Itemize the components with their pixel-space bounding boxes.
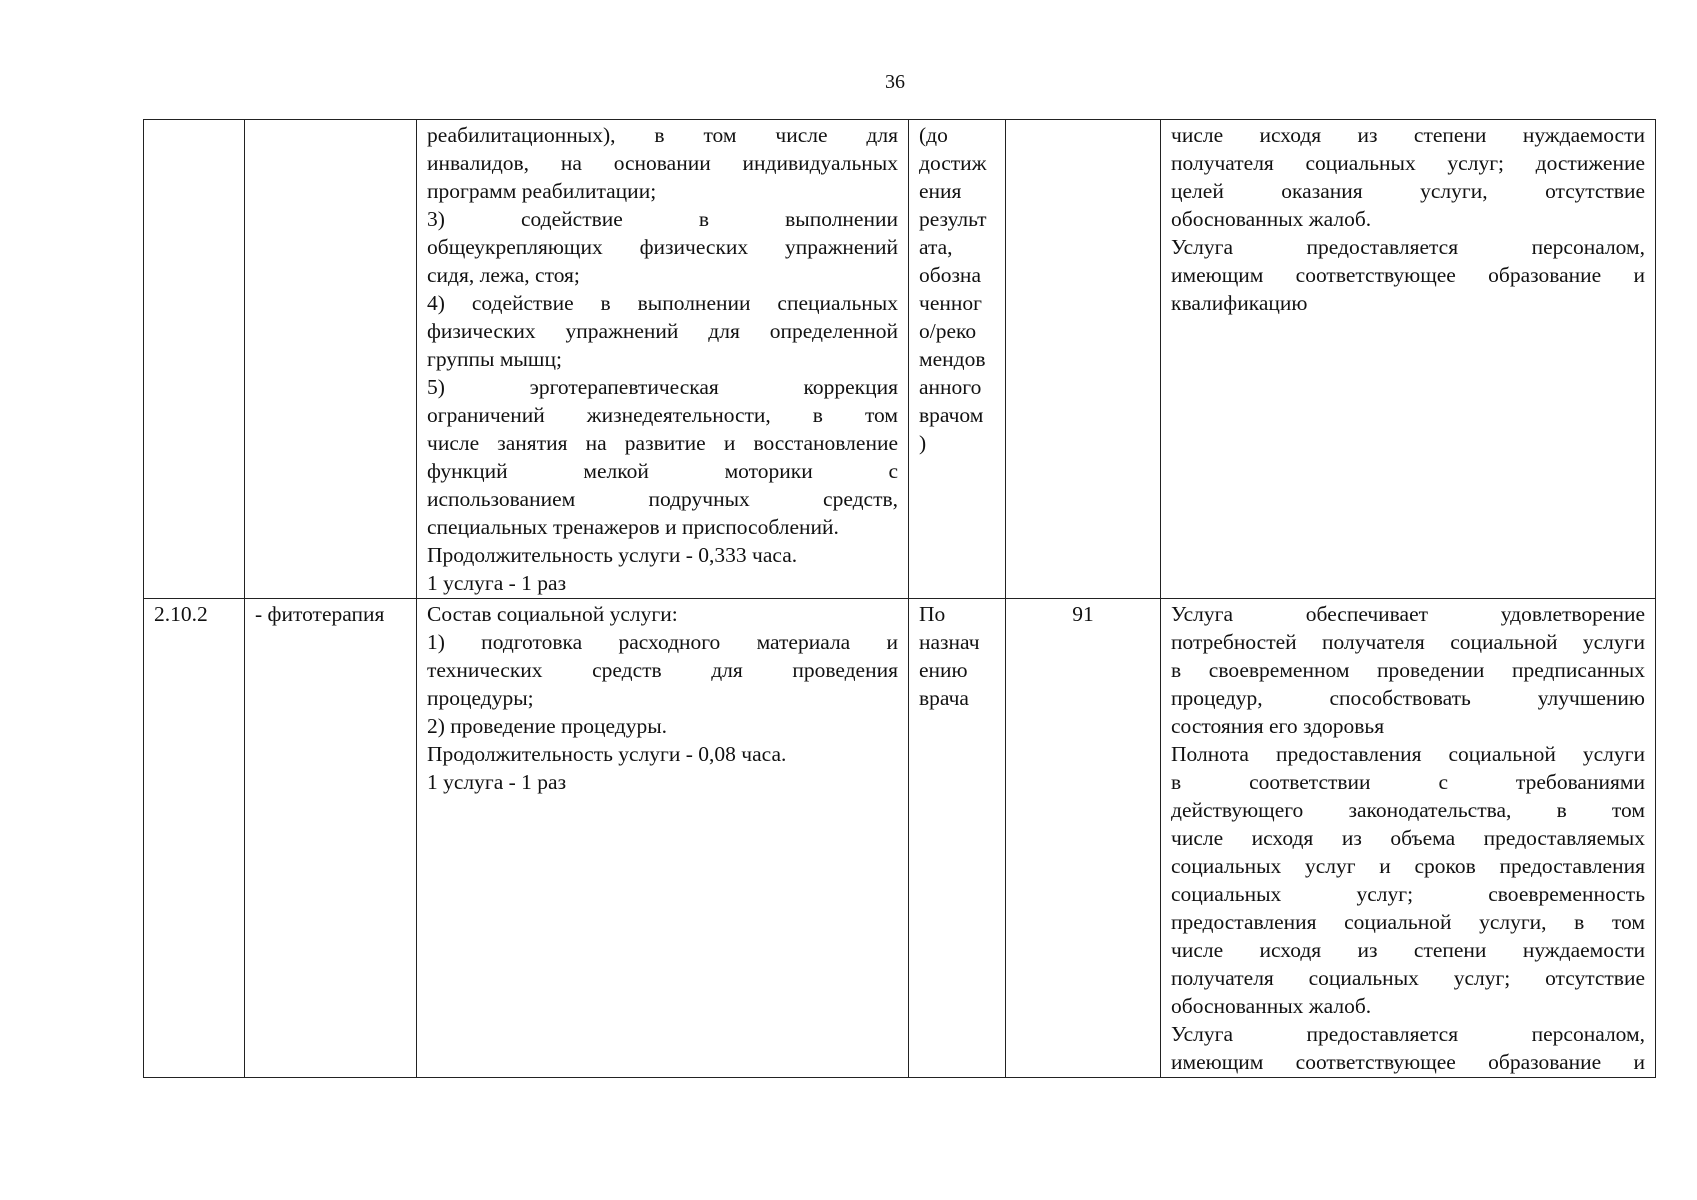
service-quality-cell (1161, 599, 1656, 1078)
description-text-line: 5) эрготерапевтическая коррекция (427, 375, 898, 399)
description-text-line: группы мышц; (427, 347, 562, 371)
quality-text-line: обоснованных жалоб. (1171, 207, 1372, 231)
quality-text-line: целей оказания услуги, отсутствие (1171, 179, 1645, 203)
quality-text-line: Услуга обеспечивает удовлетворение (1171, 602, 1645, 626)
description-text-line: ограничений жизнедеятельности, в том (427, 403, 898, 427)
period-text-line: врачом (919, 403, 984, 427)
description-text-line: инвалидов, на основании индивидуальных (427, 151, 898, 175)
service-period-cell (909, 599, 1006, 1078)
description-text-line: процедуры; (427, 686, 534, 710)
quality-text-line: Услуга предоставляется персоналом, (1171, 235, 1645, 259)
service-name-cell (245, 120, 417, 599)
description-text-line: Продолжительность услуги - 0,333 часа. (427, 543, 798, 567)
period-text-line: врача (919, 686, 969, 710)
table-row (144, 599, 1656, 1078)
service-quality-cell (1161, 120, 1656, 599)
quality-text-line: имеющим соответствующее образование и (1171, 263, 1645, 287)
period-text-line: ению (919, 658, 968, 682)
description-text-line: функций мелкой моторики с (427, 459, 898, 483)
description-text-line: физических упражнений для определенной (427, 319, 898, 343)
quality-text-line: предоставления социальной услуги, в том (1171, 910, 1645, 934)
description-text-line: общеукрепляющих физических упражнений (427, 235, 898, 259)
quality-text-line: в соответствии с требованиями (1171, 770, 1645, 794)
services-table (143, 119, 1656, 1078)
quality-text-line: обоснованных жалоб. (1171, 994, 1372, 1018)
quality-text-line: потребностей получателя социальной услуги (1171, 630, 1645, 654)
quality-text-line: Услуга предоставляется персоналом, (1171, 1022, 1645, 1046)
service-period-cell (909, 120, 1006, 599)
period-text-line: ата, (919, 235, 953, 259)
service-description-cell (417, 120, 909, 599)
quality-text-line: числе исходя из объема предоставляемых (1171, 826, 1645, 850)
service-price-cell (1006, 120, 1161, 599)
description-text-line: Состав социальной услуги: (427, 602, 678, 626)
quality-text-line: числе исходя из степени нуждаемости (1171, 123, 1645, 147)
quality-text-line: получателя социальных услуг; отсутствие (1171, 966, 1645, 990)
description-text-line: 3) содействие в выполнении (427, 207, 898, 231)
service-number-cell: 2.10.2 (144, 599, 245, 1078)
service-name-cell: - фитотерапия (245, 599, 417, 1078)
quality-text-line: процедур, способствовать улучшению (1171, 686, 1645, 710)
description-text-line: специальных тренажеров и приспособлений. (427, 515, 839, 539)
description-text-line: 4) содействие в выполнении специальных (427, 291, 898, 315)
description-text-line: 1 услуга - 1 раз (427, 571, 567, 595)
period-text-line: мендов (919, 347, 986, 371)
description-text-line: числе занятия на развитие и восстановление (427, 431, 898, 455)
description-text-line: 1) подготовка расходного материала и (427, 630, 898, 654)
quality-text-line: имеющим соответствующее образование и (1171, 1050, 1645, 1074)
quality-text-line: получателя социальных услуг; достижение (1171, 151, 1645, 175)
period-text-line: ченног (919, 291, 982, 315)
service-description-cell (417, 599, 909, 1078)
period-text-line: достиж (919, 151, 987, 175)
quality-text-line: в своевременном проведении предписанных (1171, 658, 1645, 682)
description-text-line: 2) проведение процедуры. (427, 714, 668, 738)
period-text-line: ения (919, 179, 962, 203)
description-text-line: Продолжительность услуги - 0,08 часа. (427, 742, 787, 766)
period-text-line: обозна (919, 263, 981, 287)
period-text-line: назнач (919, 630, 980, 654)
quality-text-line: числе исходя из степени нуждаемости (1171, 938, 1645, 962)
quality-text-line: социальных услуг; своевременность (1171, 882, 1645, 906)
period-text-line: ) (919, 431, 927, 455)
description-text-line: реабилитационных), в том числе для (427, 123, 898, 147)
service-price-cell: 91 (1006, 599, 1161, 1078)
period-text-line: о/реко (919, 319, 977, 343)
description-text-line: сидя, лежа, стоя; (427, 263, 580, 287)
description-text-line: 1 услуга - 1 раз (427, 770, 567, 794)
period-text-line: результ (919, 207, 987, 231)
description-text-line: программ реабилитации; (427, 179, 657, 203)
page-number: 36 (885, 71, 905, 93)
service-number-cell (144, 120, 245, 599)
quality-text-line: социальных услуг и сроков предоставления (1171, 854, 1645, 878)
period-text-line: анного (919, 375, 982, 399)
description-text-line: технических средств для проведения (427, 658, 898, 682)
quality-text-line: Полнота предоставления социальной услуги (1171, 742, 1645, 766)
quality-text-line: состояния его здоровья (1171, 714, 1385, 738)
description-text-line: использованием подручных средств, (427, 487, 898, 511)
table-row (144, 120, 1656, 599)
quality-text-line: квалификацию (1171, 291, 1308, 315)
period-text-line: По (919, 602, 946, 626)
quality-text-line: действующего законодательства, в том (1171, 798, 1645, 822)
period-text-line: (до (919, 123, 948, 147)
